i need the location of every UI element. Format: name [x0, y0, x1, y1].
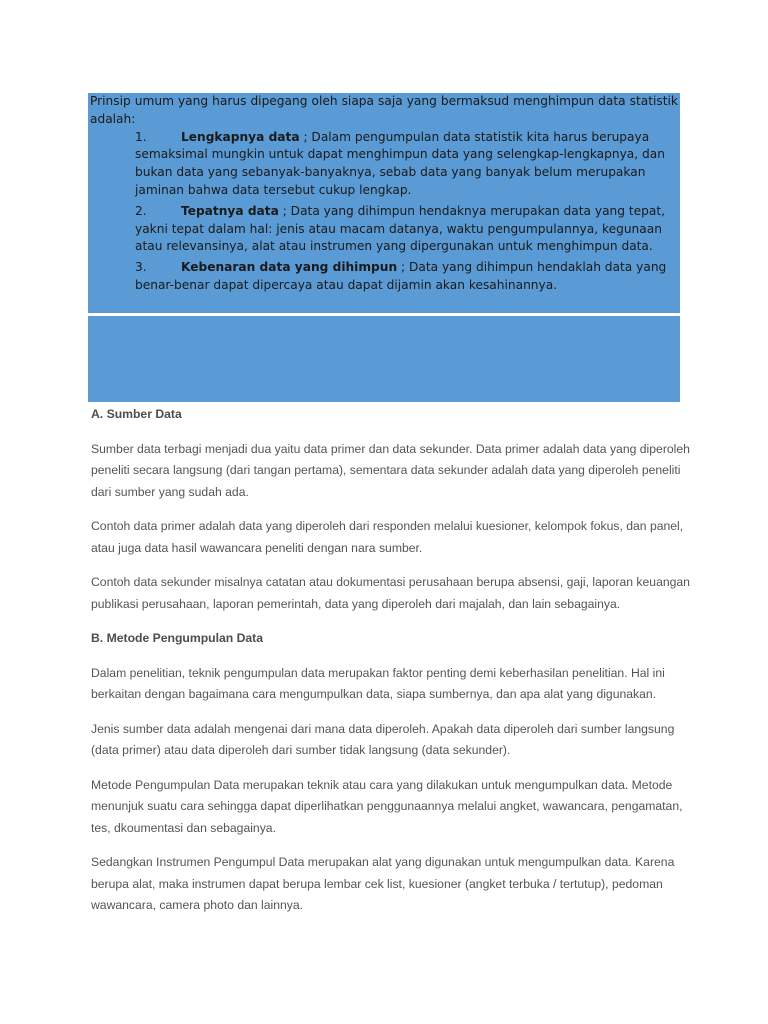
highlight-block-bottom — [88, 316, 680, 402]
principle-term: Lengkapnya data — [181, 129, 300, 144]
document-body — [91, 404, 691, 930]
principle-item — [135, 203, 678, 256]
paragraph: Sedangkan Instrumen Pengumpul Data merupakan alat yang digunakan untuk mengumpulkan data. Karena berupa alat, maka instrumen dapat berupa lembar cek list, kuesioner (angket terbuka / tertutup), pedoman wawancara, camera photo dan lainnya. — [91, 855, 675, 912]
paragraph: Dalam penelitian, teknik pengumpulan data merupakan faktor penting demi keberhasilan penelitian. Hal ini berkaitan dengan bagaimana cara mengumpulkan data, siapa sumbernya, dan apa alat yang digunakan. — [91, 665, 665, 701]
section-a-heading: A. Sumber Data — [91, 407, 182, 421]
paragraph: Jenis sumber data adalah mengenai dari mana data diperoleh. Apakah data diperoleh dari sumber langsung (data primer) atau data diperoleh dari sumber tidak langsung (data sekunder). — [91, 721, 675, 757]
section-b-heading: B. Metode Pengumpulan Data — [91, 631, 263, 645]
principle-item — [135, 129, 678, 200]
principle-text: ; Data yang dihimpun hendaknya merupakan data yang tepat, yakni tepat dalam hal: jenis atau macam datanya, waktu pengumpulannya, kegunaan atau relevansinya, alat atau instrumen yang dipergunakan untuk menghimpun data. — [135, 203, 666, 254]
principle-number: 1. — [135, 129, 147, 144]
principles-list — [90, 129, 678, 295]
paragraph: Metode Pengumpulan Data merupakan teknik atau cara yang dilakukan untuk mengumpulkan data. Metode menunjuk suatu cara sehingga dapat diperlihatkan penggunaannya melalui angket, wawancara, pengamatan, tes, dkoumentasi dan sebagainya. — [91, 777, 683, 835]
principle-text: ; Dalam pengumpulan data statistik kita harus berupaya semaksimal mungkin untuk dapat menghimpun data yang selengkap-lengkapnya, dan bukan data yang sebanyak-banyaknya, sebab data yang banyak belum merupakan jaminan bahwa data tersebut cukup lengkap. — [135, 129, 665, 197]
principle-number: 3. — [135, 260, 147, 275]
highlighted-principles — [90, 93, 678, 298]
principle-text: ; Data yang dihimpun hendaklah data yang benar-benar dapat dipercaya atau dapat dijamin akan kesahinannya. — [135, 260, 667, 292]
principle-term: Kebenaran data yang dihimpun — [181, 260, 398, 275]
paragraph: Sumber data terbagi menjadi dua yaitu data primer dan data sekunder. Data primer adalah data yang diperoleh peneliti secara langsung (dari tangan pertama), sementara data sekunder adalah data yang diperoleh peneliti dari sumber yang sudah ada. — [91, 441, 690, 499]
principle-item — [135, 259, 678, 295]
principle-term: Tepatnya data — [181, 203, 279, 218]
paragraph: Contoh data sekunder misalnya catatan atau dokumentasi perusahaan berupa absensi, gaji, laporan keuangan publikasi perusahaan, laporan pemerintah, data yang diperoleh dari majalah, dan lain sebagainya. — [91, 575, 690, 611]
principles-intro: Prinsip umum yang harus dipegang oleh siapa saja yang bermaksud menghimpun data statistik adalah: — [90, 94, 678, 126]
principle-number: 2. — [135, 203, 147, 218]
paragraph: Contoh data primer adalah data yang diperoleh dari responden melalui kuesioner, kelompok fokus, dan panel, atau juga data hasil wawancara peneliti dengan nara sumber. — [91, 519, 684, 555]
